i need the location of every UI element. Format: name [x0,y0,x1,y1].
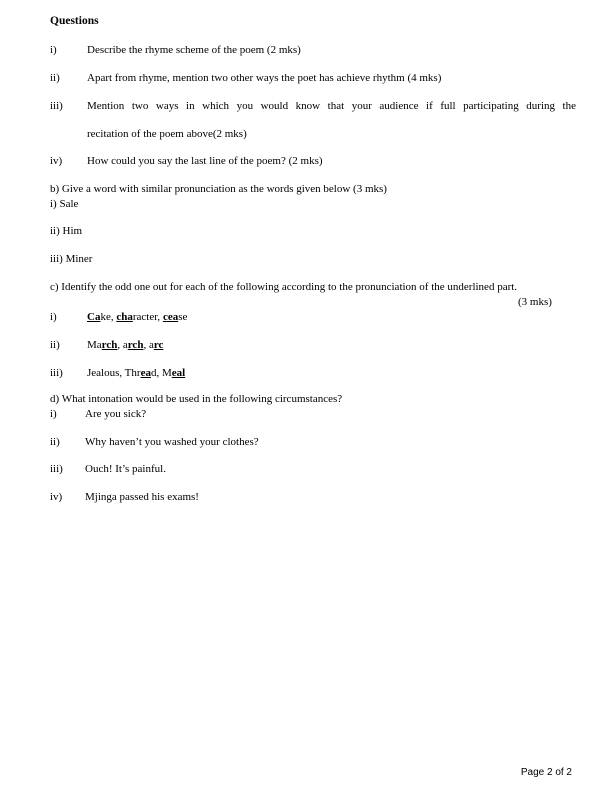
underlined-part: rch [101,339,118,351]
section-d-item-4-number: iv) [50,491,63,503]
section-b-title: b) Give a word with similar pronunciation as the words given below (3 mks) [50,183,387,195]
word-part: d, M [150,367,172,379]
section-d-item-3-number: iii) [50,463,63,475]
section-c-item-1-number: i) [50,311,57,323]
section-d-item-1-number: i) [50,408,57,420]
q-a2-text: Apart from rhyme, mention two other ways the poet has achieve rhythm (4 mks) [87,72,442,84]
underlined-part: eal [171,367,186,379]
q-a4-number: iv) [50,155,63,167]
section-c-item-2-text [87,339,163,351]
section-d-item-3-text: Ouch! It’s painful. [85,463,166,475]
word-part: , a [143,339,154,351]
questions-heading: Questions [50,15,99,27]
section-b-item-3: iii) Miner [50,253,93,265]
q-a3-text-line1: Mention two ways in which you would know that your audience if full participating during the [87,100,576,112]
section-d-title: d) What intonation would be used in the following circumstances? [50,393,343,405]
underlined-part: cea [162,311,179,323]
section-c-item-3-number: iii) [50,367,63,379]
underlined-part: cha [116,311,133,323]
section-c-title: c) Identify the odd one out for each of the following according to the pronunciation of the underlined part. [50,281,518,293]
section-d-item-2-text: Why haven’t you washed your clothes? [85,436,259,448]
underlined-part: rch [127,339,144,351]
section-d-item-1-text: Are you sick? [85,408,147,420]
section-c-item-2-number: ii) [50,339,60,351]
word-part: Ma [87,339,102,351]
q-a3-text-line2: recitation of the poem above(2 mks) [87,128,247,140]
word-part: , a [117,339,128,351]
word-part: racter, [132,311,163,323]
word-part: ke, [100,311,117,323]
section-c-marks: (3 mks) [518,296,552,308]
word-part: se [178,311,188,323]
section-b-item-2: ii) Him [50,225,83,237]
page-number-footer: Page 2 of 2 [520,767,572,778]
section-c-item-1-text [87,311,187,323]
word-part: Jealous, Thr [87,367,141,379]
q-a1-number: i) [50,44,57,56]
section-c-item-3-text [87,367,185,379]
section-d-item-2-number: ii) [50,436,60,448]
underlined-part: ea [140,367,151,379]
section-b-item-1: i) Sale [50,198,79,210]
q-a1-text: Describe the rhyme scheme of the poem (2 mks) [87,44,301,56]
section-d-item-4-text: Mjinga passed his exams! [85,491,199,503]
q-a2-number: ii) [50,72,60,84]
underlined-part: Ca [87,311,101,323]
q-a4-text: How could you say the last line of the poem? (2 mks) [87,155,323,167]
q-a3-number: iii) [50,100,63,112]
underlined-part: rc [153,339,164,351]
